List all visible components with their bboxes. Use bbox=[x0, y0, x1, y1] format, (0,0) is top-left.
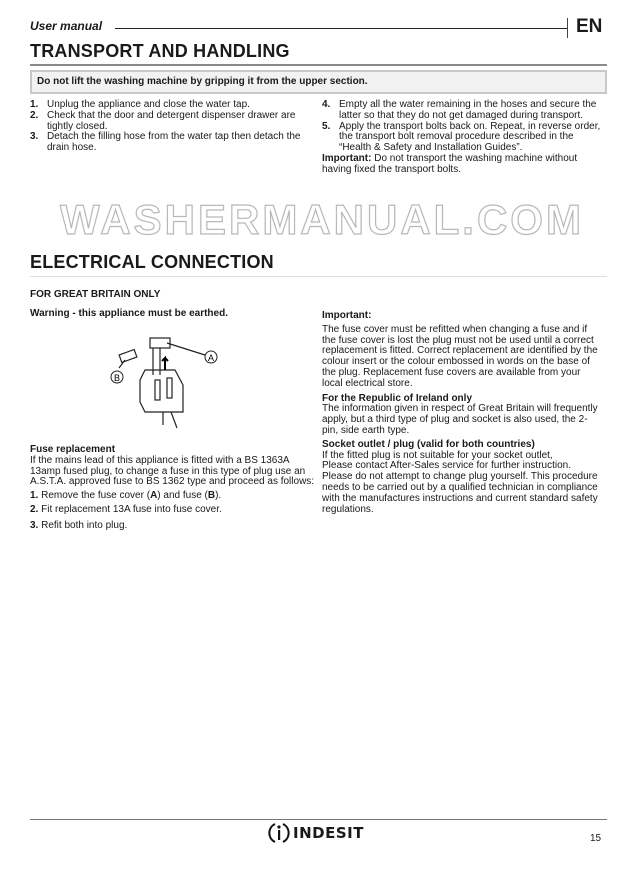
socket-title: Socket outlet / plug (valid for both countries) bbox=[322, 438, 535, 450]
transport-steps-left bbox=[30, 100, 310, 154]
step-text: Refit both into plug. bbox=[41, 519, 128, 531]
header-divider bbox=[567, 18, 568, 38]
fuse-plug-diagram bbox=[105, 330, 225, 430]
brand-name: INDESIT bbox=[293, 824, 364, 842]
electrical-right-column bbox=[322, 311, 602, 515]
transport-warning: Do not lift the washing machine by gripping it from the upper section. bbox=[30, 70, 607, 94]
list-item bbox=[322, 122, 602, 154]
ireland-title: For the Republic of Ireland only bbox=[322, 392, 473, 404]
list-item bbox=[30, 491, 315, 502]
step-text: Detach the filling hose from the water tap then detach the drain hose. bbox=[47, 131, 301, 154]
fuse-title: Fuse replacement bbox=[30, 444, 116, 455]
transport-steps-right bbox=[322, 100, 602, 176]
list-item bbox=[30, 132, 310, 154]
step-number: 1. bbox=[30, 99, 39, 110]
step-text: Unplug the appliance and close the water tap. bbox=[47, 99, 250, 110]
section-rule bbox=[30, 276, 607, 277]
label-b: B bbox=[113, 373, 121, 383]
list-item bbox=[322, 100, 602, 122]
important-text: Do not transport the washing machine without having fixed the transport bolts. bbox=[322, 152, 578, 175]
step-text: Apply the transport bolts back on. Repeat, in reverse order, the transport bolt removal procedure described in the “Health & Safety and Installation Guides”. bbox=[339, 120, 601, 154]
step-number: 5. bbox=[322, 120, 331, 132]
section-rule bbox=[30, 64, 607, 66]
step-number: 3. bbox=[30, 519, 39, 531]
header-rule bbox=[115, 28, 567, 29]
step-text: Fit replacement 13A fuse into fuse cover. bbox=[41, 503, 222, 515]
brand-logo bbox=[268, 822, 364, 844]
list-item bbox=[30, 505, 315, 516]
step-number: 3. bbox=[30, 131, 39, 143]
step-number: 2. bbox=[30, 109, 39, 121]
step-text: Empty all the water remaining in the hoses and secure the latter so that they do not get damaged during transport. bbox=[339, 99, 597, 121]
list-item bbox=[30, 521, 315, 532]
important-text: The fuse cover must be refitted when changing a fuse and if the fuse cover is lost the plug must not be used until a correct replacement is fitted. Correct replacement are identified by the colour insert or the colour embossed in words on the base of the plug. Replacement fuse covers are available from your local electrical store. bbox=[322, 323, 598, 389]
fuse-replacement bbox=[30, 445, 315, 532]
step-text: Remove the fuse cover ( bbox=[41, 490, 151, 502]
label-a: A bbox=[207, 353, 215, 363]
earth-warning: Warning - this appliance must be earthed. bbox=[30, 308, 228, 319]
step-text: ). bbox=[215, 490, 222, 502]
language-code: EN bbox=[576, 16, 603, 37]
important-label: Important: bbox=[322, 152, 372, 164]
socket-text: Please do not attempt to change plug yourself. This procedure needs to be carried out by a qualified technician in compliance with the manufactures instructions and current standard safety regulations. bbox=[322, 471, 598, 515]
transport-important bbox=[322, 154, 602, 176]
electrical-title: ELECTRICAL CONNECTION bbox=[30, 252, 274, 272]
label-b-ref: B bbox=[207, 490, 216, 502]
fuse-text: If the mains lead of this appliance is fitted with a BS 1363A 13amp fused plug, to change a fuse in this type of plug use an A.S.T.A. approved fuse to BS 1362 type and proceed as follows: bbox=[30, 454, 315, 488]
page-number: 15 bbox=[590, 833, 602, 844]
step-number: 4. bbox=[322, 99, 331, 110]
label-a-ref: A bbox=[150, 490, 158, 502]
socket-text: If the fitted plug is not suitable for your socket outlet, bbox=[322, 449, 553, 461]
step-number: 1. bbox=[30, 490, 39, 502]
gb-subtitle: FOR GREAT BRITAIN ONLY bbox=[30, 289, 161, 300]
socket-text: Please contact After-Sales service for further instruction. bbox=[322, 460, 571, 472]
important-title: Important: bbox=[322, 310, 372, 321]
indesit-i-icon bbox=[268, 822, 290, 844]
transport-title: TRANSPORT AND HANDLING bbox=[30, 41, 290, 61]
footer-rule bbox=[30, 819, 607, 820]
ireland-text: The information given in respect of Great Britain will frequently apply, but a third type of plug and socket is also used, the 2-pin, side earth type. bbox=[322, 403, 598, 436]
header-title: User manual bbox=[30, 19, 103, 33]
step-text: Check that the door and detergent dispenser drawer are tightly closed. bbox=[47, 109, 296, 132]
step-number: 2. bbox=[30, 503, 39, 515]
list-item bbox=[30, 111, 310, 133]
watermark: WASHERMANUAL.COM bbox=[60, 196, 584, 243]
step-text: ) and fuse ( bbox=[157, 490, 208, 502]
